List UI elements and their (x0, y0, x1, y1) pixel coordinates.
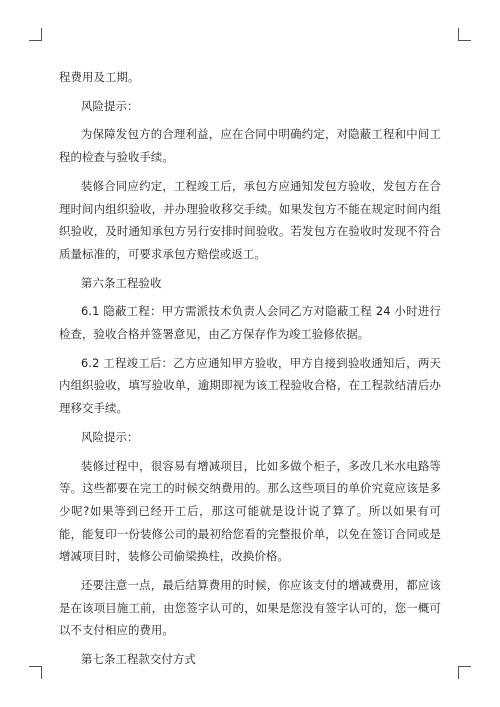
crop-mark-bottom-right (458, 666, 471, 679)
risk-tip-label: 风险提示： (81, 98, 139, 113)
paragraph: 装修合同应约定，工程竣工后，承包方应通知发包方验收，发包方在合理时间内组织验收，并办理验收移交手续。如果发包方不能在规定时间内组织验收，及时通知承包方另行安排时间验收。若发包方在验收时发现不符合质量标准的，可要求承包方赔偿或返工。 (59, 178, 441, 261)
crop-mark-top-right (458, 28, 471, 41)
clause-6-2: 6.2 工程竣工后：乙方应通知甲方验收，甲方自接到验收通知后，两天内组织验收，填写验收单，逾期即视为该工程验收合格，在工程款结清后办理移交手续。 (59, 355, 441, 416)
risk-tip-label: 风险提示： (81, 429, 139, 444)
crop-mark-bottom-left (29, 666, 42, 679)
clause-6-1: 6.1 隐蔽工程：甲方需派技术负责人会同乙方对隐蔽工程 24 小时进行检查，验收合格并签署意见，由乙方保存作为竣工验修依据。 (59, 304, 441, 342)
paragraph: 装修过程中，很容易有增减项目，比如多做个柜子，多改几米水电路等等。这些都要在完工的时候交纳费用的。那么这些项目的单价究竟应该是多少呢?如果等到已经开工后，那这可能就是设计说了算了。所以如果有可能，能复印一份装修公司的最初给您看的完整报价单，以免在签订合同或是增减项目时，装修公司偷梁换柱，改换价格。 (59, 458, 441, 564)
document-body (59, 66, 441, 677)
crop-mark-top-left (29, 28, 42, 41)
paragraph: 还要注意一点，最后结算费用的时候，你应该支付的增减费用，都应该是在该项目施工前，由您签字认可的，如果是您没有签字认可的，您一概可以不支付相应的费用。 (59, 578, 441, 638)
section-heading: 第六条工程验收 (81, 275, 162, 290)
paragraph-continuation: 程费用及工期。 (59, 70, 140, 84)
paragraph: 为保障发包方的合理利益，应在合同中明确约定，对隐蔽工程和中间工程的检查与验收手续。 (59, 127, 441, 165)
section-heading: 第七条工程款交付方式 (81, 652, 196, 667)
